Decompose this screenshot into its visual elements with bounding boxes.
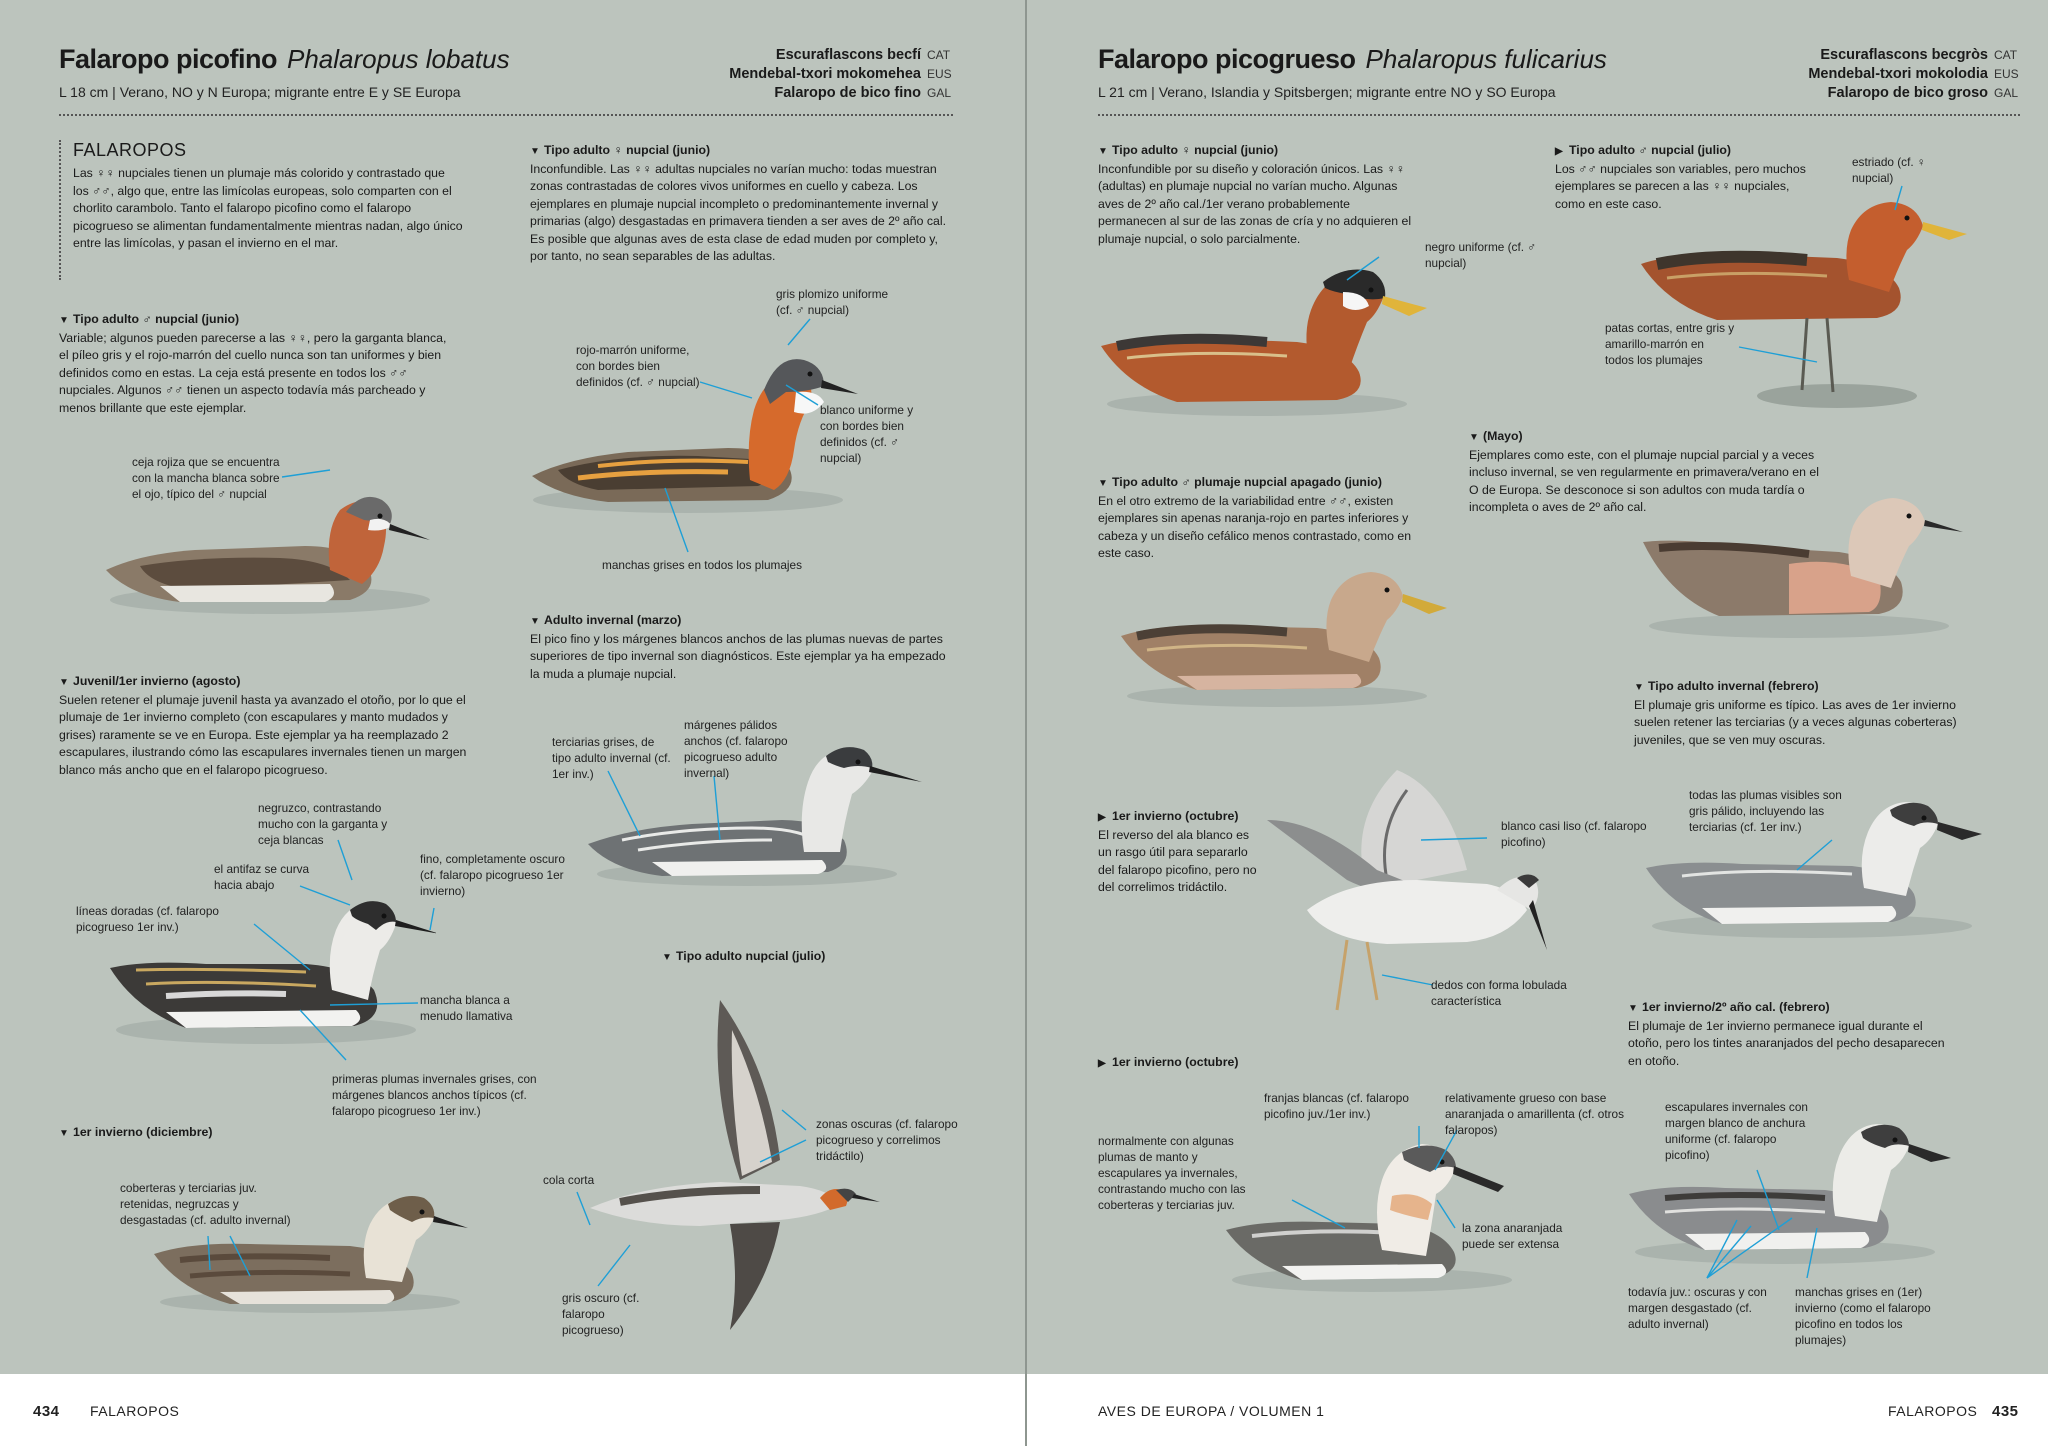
species-title <box>59 44 510 75</box>
annotation-antifaz: el antifaz se curva hacia abajo <box>214 862 310 892</box>
annotation-todavia: todavía juv.: oscuras y con margen desgastado (cf. adulto invernal) <box>1628 1285 1767 1331</box>
other-names <box>729 46 953 103</box>
section-winter-right: ▼ Tipo adulto invernal (febrero) El plumaje gris uniforme es típico. Las aves de 1er invierno suelen retener las terciarias (y a veces algunas coberteras) juveniles, que se ven muy oscuras. <box>1634 679 1957 747</box>
flying-bird-illustration <box>580 990 880 1340</box>
section-first-winter-oct: ▶ 1er invierno (octubre) El reverso del ala blanco es un rasgo útil para separarlo del falaropo picofino, pero no del correlimos tridáctilo. <box>1098 809 1257 894</box>
male-breeding-bird-illustration-right <box>1637 200 1977 410</box>
annotation-primeras-plumas: primeras plumas invernales grises, con márgenes blancos anchos típicos (cf. falaropo picogrueso 1er inv.) <box>332 1072 537 1118</box>
annotation-blanco-uniforme: blanco uniforme y con bordes bien definidos (cf. ♂ nupcial) <box>820 403 914 465</box>
annotation-grueso: relativamente grueso con base anaranjada o amarillenta (cf. otros falaropos) <box>1445 1091 1625 1137</box>
section-juvenile: ▼ Juvenil/1er invierno (agosto) Suelen retener el plumaje juvenil hasta ya avanzado el otoño, por lo que el plumaje de 1er invierno completo (con escapulares y manto mudados y grises) raramente se ve en Europa. Este ejemplar ya ha reemplazado 2 escapulares, ilustrando cómo las escapulares invernales tienen un margen blanco más ancho que en el falaropo picogrueso. <box>59 674 467 777</box>
header-divider <box>59 114 953 116</box>
female-breeding-bird-illustration-right <box>1097 262 1437 422</box>
annotation-estriado: estriado (cf. ♀ nupcial) <box>1852 155 1926 185</box>
falaropos-box <box>59 140 463 280</box>
annotation-mancha-blanca: mancha blanca a menudo llamativa <box>420 993 513 1023</box>
species-title-right <box>1098 44 1607 75</box>
section-july: ▼ Tipo adulto nupcial (julio) <box>662 949 826 963</box>
annotation-todas-plumas: todas las plumas visibles son gris pálido, incluyendo las terciarias (cf. 1er inv.) <box>1689 788 1842 834</box>
annotation-margenes: márgenes pálidos anchos (cf. falaropo picogrueso adulto invernal) <box>684 718 788 780</box>
page-number-left: 434 <box>33 1403 60 1420</box>
annotation-coberteras: coberteras y terciarias juv. retenidas, negruzcas y desgastadas (cf. adulto invernal) <box>120 1181 291 1227</box>
annotation-terciarias: terciarias grises, de tipo adulto invernal (cf. 1er inv.) <box>552 735 671 781</box>
name-cat: Escuraflascons becfí CAT <box>775 47 951 63</box>
page-number-right: 435 <box>1992 1403 2019 1420</box>
annotation-fino: fino, completamente oscuro (cf. falaropo picogrueso 1er invierno) <box>420 852 565 898</box>
dull-male-bird-illustration <box>1117 566 1447 716</box>
annotation-escapulares: escapulares invernales con margen blanco de anchura uniforme (cf. falaropo picofino) <box>1665 1100 1808 1162</box>
annotation-negro: negro uniforme (cf. ♂ nupcial) <box>1425 240 1537 270</box>
scientific-name: Phalaropus lobatus <box>287 44 510 74</box>
common-name-right: Falaropo picogrueso <box>1098 44 1356 74</box>
section-dull-male: ▼ Tipo adulto ♂ plumaje nupcial apagado (junio) En el otro extremo de la variabilidad entre ♂♂, existen ejemplares sin apenas naranja-rojo en partes inferiores y cabeza y un diseño cefálico menos contrastado, como en este caso. <box>1098 475 1412 560</box>
section-winter: ▼ Adulto invernal (marzo) El pico fino y los márgenes blancos anchos de las plumas nuevas de partes superiores de tipo invernal son diagnósticos. Este ejemplar ya ha empezado la muda a plumaje nupcial. <box>530 613 946 681</box>
annotation-ceja: ceja rojiza que se encuentra con la mancha blanca sobre el ojo, típico del ♂ nupcial <box>132 455 280 501</box>
name-gal-right: Falaropo de bico groso GAL <box>1827 85 2019 101</box>
first-winter-bird-illustration-right <box>1222 1120 1512 1300</box>
section-first-winter-oct-2: ▶ 1er invierno (octubre) <box>1098 1055 1239 1069</box>
species-subtitle: L 18 cm | Verano, NO y N Europa; migrante entre E y SE Europa <box>59 84 461 100</box>
annotation-zonas-oscuras: zonas oscuras (cf. falaropo picogrueso y correlimos tridáctilo) <box>816 1117 958 1163</box>
annotation-rojo-marron: rojo-marrón uniforme, con bordes bien definidos (cf. ♂ nupcial) <box>576 343 700 389</box>
common-name: Falaropo picofino <box>59 44 277 74</box>
annotation-normalmente: normalmente con algunas plumas de manto y escapulares ya invernales, contrastando mucho con las coberteras y terciarias juv. <box>1098 1134 1246 1212</box>
scientific-name-right: Phalaropus fulicarius <box>1365 44 1607 74</box>
name-gal: Falaropo de bico fino GAL <box>774 85 952 101</box>
section-female-right: ▼ Tipo adulto ♀ nupcial (junio) Inconfundible por su diseño y coloración únicos. Las ♀♀ (adultas) en plumaje nupcial no varían mucho. Algunas aves de 2º año cal./1er verano probablemente permanecen al sur de las zonas de cría y no adquieren el plumaje nupcial, o solo parcialmente. <box>1098 143 1412 246</box>
running-head-left: FALAROPOS <box>90 1403 180 1419</box>
right-footer <box>1027 1374 2048 1446</box>
section-male: ▼ Tipo adulto ♂ nupcial (junio) Variable; algunos pueden parecerse a las ♀♀, pero la garganta blanca, el píleo gris y el rojo-marrón del cuello nunca son tan uniformes y bien definidos como en estas. La ceja está presente en todos los ♂♂ nupciales. Algunos ♂♂ tienen un aspecto todavía más parcheado y menos brillante que este ejemplar. <box>59 312 447 415</box>
running-head-book: AVES DE EUROPA / VOLUMEN 1 <box>1098 1403 1325 1419</box>
falaropos-box-text: Las ♀♀ nupciales tienen un plumaje más colorido y contrastado que los ♂♂, algo que, entre las limícolas europeas, solo comparten con el chorlito carambolo. Tanto el falaropo picofino como el falaropo picogrueso se alimentan fundamentalmente mientras nadan, algo único entre las limícolas, y pasan el invierno en el mar. <box>73 166 463 250</box>
annotation-gris-plomizo: gris plomizo uniforme (cf. ♂ nupcial) <box>776 287 889 317</box>
left-footer <box>0 1374 1025 1446</box>
section-male-right: ▶ Tipo adulto ♂ nupcial (julio) Los ♂♂ nupciales son variables, pero muchos ejemplares se parecen a las ♀♀ nupciales, como en este caso. <box>1555 143 1806 211</box>
annotation-blanco-liso: blanco casi liso (cf. falaropo picofino) <box>1501 819 1647 849</box>
species-subtitle-right: L 21 cm | Verano, Islandia y Spitsbergen; migrante entre NO y SO Europa <box>1098 84 1556 100</box>
may-bird-illustration <box>1639 486 1969 646</box>
annotation-lineas: líneas doradas (cf. falaropo picogrueso 1er inv.) <box>76 904 219 934</box>
annotation-dedos: dedos con forma lobulada característica <box>1431 978 1567 1008</box>
section-first-winter-feb: ▼ 1er invierno/2º año cal. (febrero) El plumaje de 1er invierno permanece igual durante el otoño, pero los tintes anaranjados del pecho desaparecen en otoño. <box>1628 1000 1945 1068</box>
name-eus-right: Mendebal-txori mokolodia EUS <box>1808 66 2019 82</box>
annotation-manchas-grises: manchas grises en todos los plumajes <box>602 558 802 572</box>
section-may: ▼ (Mayo) Ejemplares como este, con el plumaje nupcial parcial y a veces incluso invernal, se ven regularmente en primavera/verano en el O de Europa. Se desconoce si son adultos con muda tardía o incompleta o aves de 2º año cal. <box>1469 429 1819 514</box>
annotation-cola-corta: cola corta <box>543 1173 595 1187</box>
annotation-franjas: franjas blancas (cf. falaropo picofino juv./1er inv.) <box>1264 1091 1409 1121</box>
other-names-right <box>1808 46 2020 103</box>
right-page <box>1027 0 2048 1446</box>
section-female: ▼ Tipo adulto ♀ nupcial (junio) Inconfundible. Las ♀♀ adultas nupciales no varían mucho: todas muestran zonas contrastadas de colores vivos uniformes en cuello y cabeza. Los ejemplares en plumaje nupcial incompleto o predominantemente invernal y primarias (algo) desgastadas en primavera tienden a ser aves de 2º año cal. Es posible que algunas aves de esta clase de edad muden por completo y, por tanto, no sean separables de las adultas. <box>530 143 946 263</box>
section-first-winter: ▼ 1er invierno (diciembre) <box>59 1125 213 1139</box>
annotation-gris-oscuro: gris oscuro (cf. falaropo picogrueso) <box>562 1291 640 1337</box>
annotation-patas: patas cortas, entre gris y amarillo-marrón en todos los plumajes <box>1605 321 1735 367</box>
annotation-negruzco: negruzco, contrastando mucho con la garganta y ceja blancas <box>258 801 388 847</box>
running-head-right: FALAROPOS <box>1888 1403 1978 1419</box>
name-cat-right: Escuraflascons becgròs CAT <box>1820 47 2018 63</box>
annotation-manchas-grises-right: manchas grises en (1er) invierno (como el falaropo picofino en todos los plumajes) <box>1795 1285 1931 1347</box>
falaropos-box-heading: FALAROPOS <box>73 140 187 160</box>
name-eus: Mendebal-txori mokomehea EUS <box>729 66 952 82</box>
annotation-zona-anaranjada: la zona anaranjada puede ser extensa <box>1462 1221 1563 1251</box>
header-divider-right <box>1098 114 2020 116</box>
